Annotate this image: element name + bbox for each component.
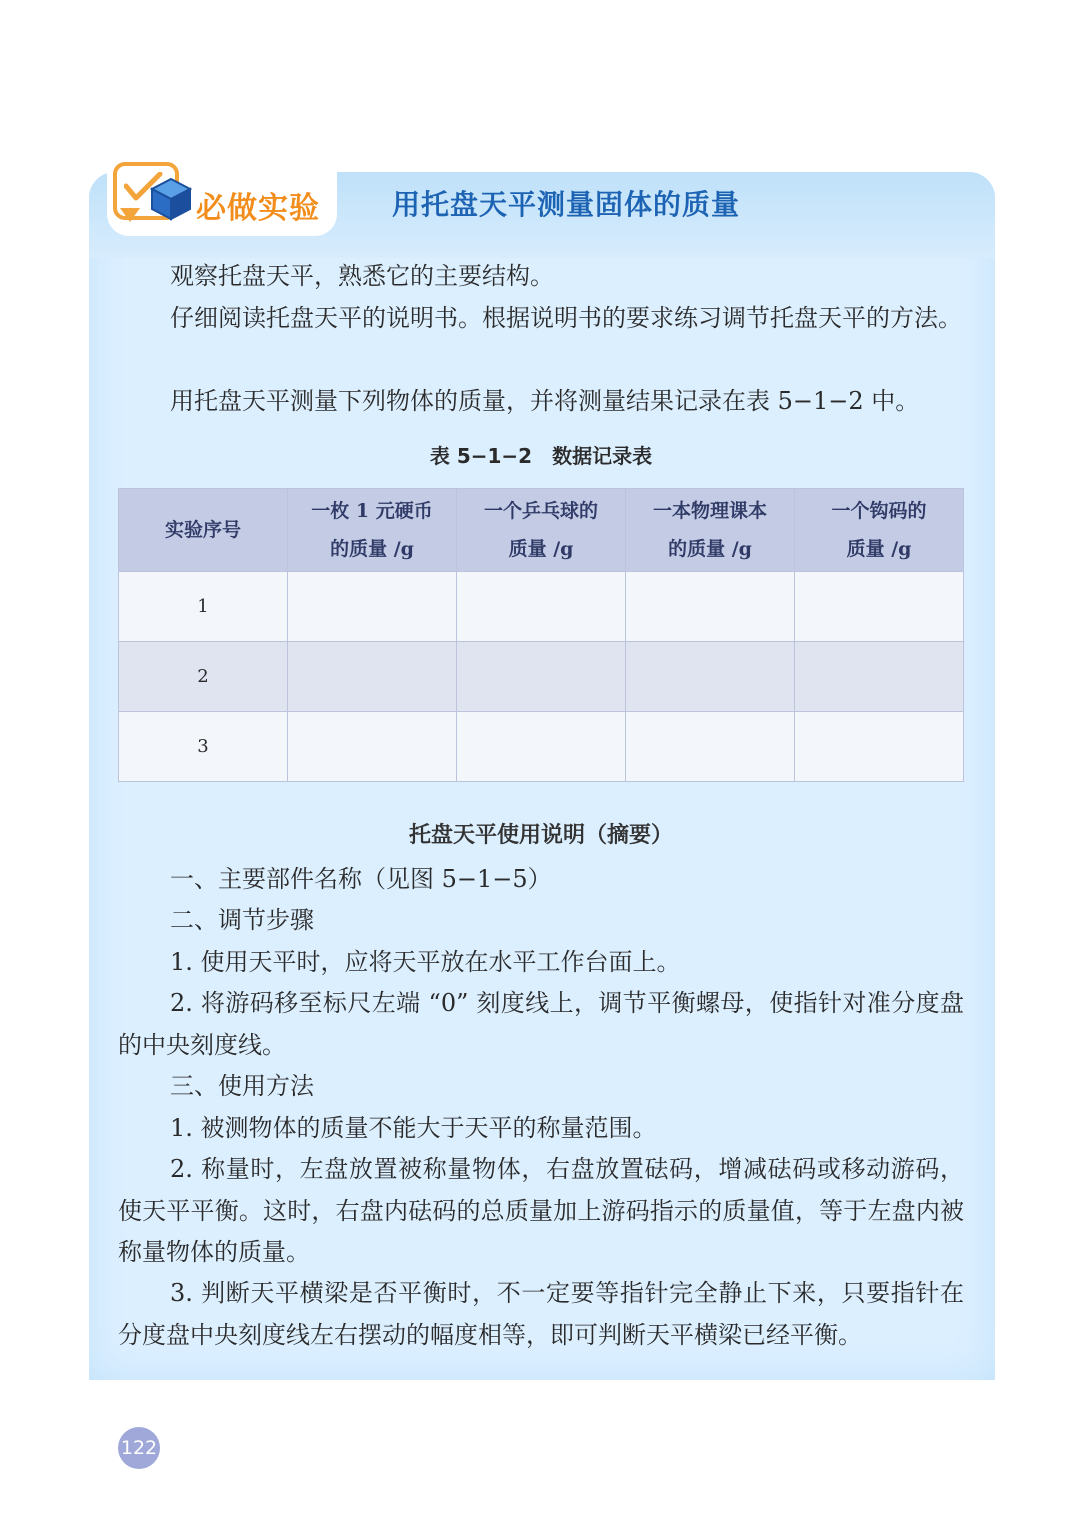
empty-cell [795, 642, 964, 712]
empty-cell [288, 642, 457, 712]
manual-section-3: 三、使用方法 [170, 1072, 314, 1100]
trial-number-cell: 2 [119, 642, 288, 712]
manual-title: 托盘天平使用说明（摘要） [408, 823, 673, 848]
speech-bubble-tail [120, 208, 140, 222]
header-trial-number [119, 489, 288, 572]
header-weight-mass [795, 489, 964, 572]
table-caption: 表 5−1−2 数据记录表 [429, 444, 653, 468]
header-coin-mass [288, 489, 457, 572]
header-text: 一个钩码的 [831, 500, 927, 522]
header-text: 质量 /g [508, 538, 574, 560]
trial-number-cell: 3 [119, 712, 288, 782]
empty-cell [626, 712, 795, 782]
header-text: 的质量 /g [668, 538, 752, 560]
empty-cell [288, 712, 457, 782]
page-title: 用托盘天平测量固体的质量 [392, 188, 741, 221]
table-row [119, 642, 964, 712]
header-pingpong-mass [457, 489, 626, 572]
header-text: 一本物理课本 [652, 500, 767, 522]
empty-cell [795, 712, 964, 782]
table-row [119, 572, 964, 642]
empty-cell [457, 712, 626, 782]
trial-number-cell: 1 [119, 572, 288, 642]
cube-icon [150, 177, 192, 221]
badge-label: 必做实验 [196, 191, 320, 226]
manual-section-1: 一、主要部件名称（见图 5−1−5） [170, 865, 552, 893]
table-header-row [119, 489, 964, 572]
empty-cell [626, 642, 795, 712]
intro-paragraph-3: 用托盘天平测量下列物体的质量，并将测量结果记录在表 5−1−2 中。 [170, 387, 920, 415]
manual-step-3-1: 1. 被测物体的质量不能大于天平的称量范围。 [170, 1114, 657, 1142]
manual-step-2-2: 2. 将游码移至标尺左端 “0” 刻度线上，调节平衡螺母，使指针对准分度盘的中央刻度线。 [118, 989, 964, 1059]
header-text: 质量 /g [846, 538, 912, 560]
empty-cell [457, 642, 626, 712]
intro-paragraph-1: 观察托盘天平，熟悉它的主要结构。 [170, 262, 554, 290]
header-textbook-mass [626, 489, 795, 572]
empty-cell [457, 572, 626, 642]
empty-cell [626, 572, 795, 642]
empty-cell [288, 572, 457, 642]
empty-cell [795, 572, 964, 642]
header-text: 的质量 /g [330, 538, 414, 560]
manual-step-2-1: 1. 使用天平时，应将天平放在水平工作台面上。 [170, 948, 681, 976]
manual-step-3-2: 2. 称量时，左盘放置被称量物体，右盘放置砝码，增减砝码或移动游码，使天平平衡。这时，右盘内砝码的总质量加上游码指示的质量值，等于左盘内被称量物体的质量。 [118, 1155, 964, 1266]
intro-paragraph-2: 仔细阅读托盘天平的说明书。根据说明书的要求练习调节托盘天平的方法。 [170, 304, 962, 332]
manual-step-3-3: 3. 判断天平横梁是否平衡时，不一定要等指针完全静止下来，只要指针在分度盘中央刻度线左右摆动的幅度相等，即可判断天平横梁已经平衡。 [118, 1279, 964, 1349]
header-text: 一个乒乓球的 [483, 500, 598, 522]
data-record-table [118, 488, 964, 782]
header-text: 实验序号 [164, 519, 241, 541]
header-text: 一枚 1 元硬币 [311, 500, 433, 522]
table-row [119, 712, 964, 782]
page-number: 122 [118, 1427, 160, 1469]
manual-section-2: 二、调节步骤 [170, 906, 314, 934]
